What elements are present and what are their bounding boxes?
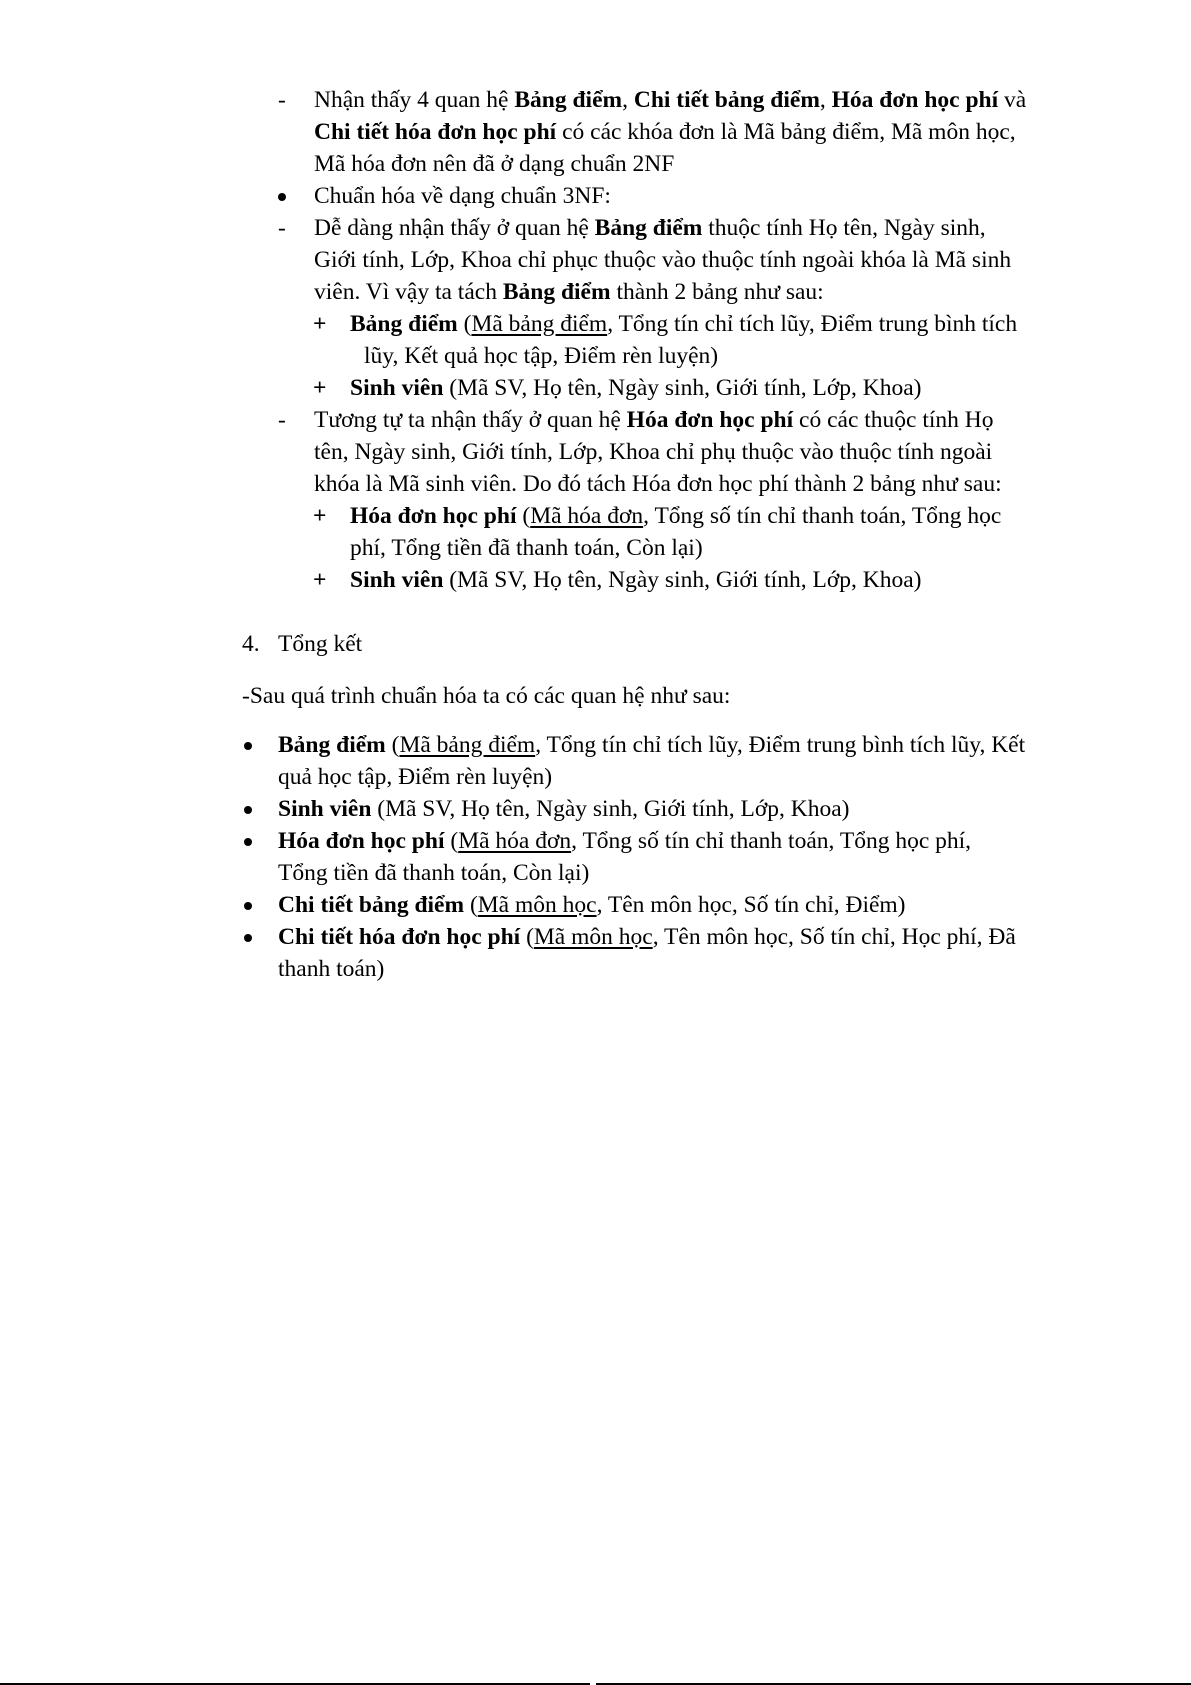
list-item-continuation: Tổng tiền đã thanh toán, Còn lại) <box>278 860 590 886</box>
bullet-icon <box>278 193 286 201</box>
paragraph-line: tên, Ngày sinh, Giới tính, Lớp, Khoa chỉ phụ thuộc vào thuộc tính ngoài <box>314 439 993 465</box>
intro-text: -Sau quá trình chuẩn hóa ta có các quan hệ như sau: <box>242 683 731 709</box>
list-item: Bảng điểm (Mã bảng điểm, Tổng tín chỉ tích lũy, Điểm trung bình tích lũy, Kết <box>278 732 1026 758</box>
paragraph-line: lũy, Kết quả học tập, Điểm rèn luyện) <box>364 343 719 369</box>
bullet-icon <box>244 902 252 910</box>
plus-marker: + <box>313 567 327 593</box>
list-item-continuation: thanh toán) <box>278 956 385 982</box>
paragraph-line: viên. Vì vậy ta tách Bảng điểm thành 2 bảng như sau: <box>314 279 824 305</box>
paragraph-line: Mã hóa đơn nên đã ở dạng chuẩn 2NF <box>314 151 675 177</box>
paragraph-line: Dễ dàng nhận thấy ở quan hệ Bảng điểm thuộc tính Họ tên, Ngày sinh, <box>314 215 986 241</box>
plus-marker: + <box>313 503 327 529</box>
bullet-icon <box>244 838 252 846</box>
list-item: Chi tiết hóa đơn học phí (Mã môn học, Tên môn học, Số tín chỉ, Học phí, Đã <box>278 924 1016 950</box>
section-number: 4. <box>242 631 260 657</box>
list-item-continuation: quả học tập, Điểm rèn luyện) <box>278 764 553 790</box>
paragraph-line: Hóa đơn học phí (Mã hóa đơn, Tổng số tín chỉ thanh toán, Tổng học <box>350 503 1002 529</box>
paragraph-line: Chuẩn hóa về dạng chuẩn 3NF: <box>314 183 611 209</box>
paragraph-line: khóa là Mã sinh viên. Do đó tách Hóa đơn học phí thành 2 bảng như sau: <box>314 471 1002 497</box>
bullet-icon <box>244 806 252 814</box>
list-item: Chi tiết bảng điểm (Mã môn học, Tên môn học, Số tín chỉ, Điểm) <box>278 892 906 918</box>
paragraph-line: Sinh viên (Mã SV, Họ tên, Ngày sinh, Giới tính, Lớp, Khoa) <box>350 375 922 401</box>
bullet-icon <box>244 934 252 942</box>
plus-marker: + <box>313 311 327 337</box>
paragraph-line: Sinh viên (Mã SV, Họ tên, Ngày sinh, Giới tính, Lớp, Khoa) <box>350 567 922 593</box>
list-item: Hóa đơn học phí (Mã hóa đơn, Tổng số tín chỉ thanh toán, Tổng học phí, <box>278 828 972 854</box>
paragraph-line: Tương tự ta nhận thấy ở quan hệ Hóa đơn học phí có các thuộc tính Họ <box>314 407 994 433</box>
paragraph-line: Nhận thấy 4 quan hệ Bảng điểm, Chi tiết bảng điểm, Hóa đơn học phí và <box>314 87 1027 113</box>
plus-marker: + <box>313 375 327 401</box>
list-item: Sinh viên (Mã SV, Họ tên, Ngày sinh, Giới tính, Lớp, Khoa) <box>278 796 850 822</box>
dash-marker: - <box>278 87 286 113</box>
paragraph-line: phí, Tổng tiền đã thanh toán, Còn lại) <box>350 535 703 561</box>
paragraph-line: Chi tiết hóa đơn học phí có các khóa đơn là Mã bảng điểm, Mã môn học, <box>314 119 1016 145</box>
paragraph-line: Bảng điểm (Mã bảng điểm, Tổng tín chỉ tích lũy, Điểm trung bình tích <box>350 311 1018 337</box>
section-title: Tổng kết <box>278 631 363 657</box>
dash-marker: - <box>278 407 286 433</box>
paragraph-line: Giới tính, Lớp, Khoa chỉ phục thuộc vào thuộc tính ngoài khóa là Mã sinh <box>314 247 1012 273</box>
bullet-icon <box>244 742 252 750</box>
dash-marker: - <box>278 215 286 241</box>
